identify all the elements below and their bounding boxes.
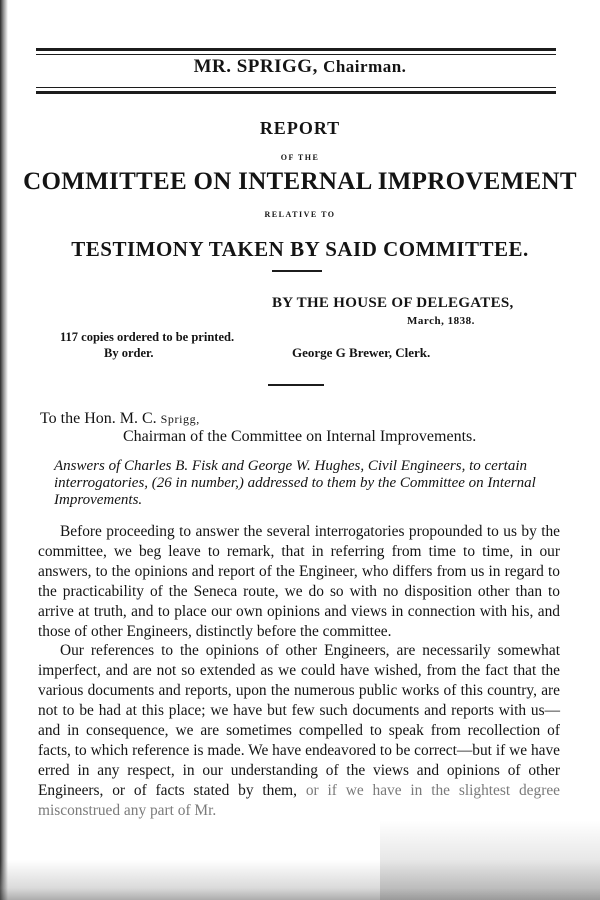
address-prefix: To the Hon. M. C.: [40, 410, 161, 427]
answers-heading: Answers of Charles B. Fisk and George W. Hughes, Civil Engineers, to certain interrogatories, (26 in number,) addressed to them by the Committee on Internal Improvements.: [54, 458, 536, 508]
relative-to-label: RELATIVE TO: [264, 210, 336, 219]
body-text: [38, 522, 560, 821]
body-paragraph-2: [38, 641, 560, 820]
chairman-heading: [0, 56, 600, 78]
testimony-title: TESTIMONY TAKEN BY SAID COMMITTEE.: [71, 237, 529, 261]
header-rule-bottom-thin: [36, 87, 556, 88]
address-line: [40, 410, 200, 428]
committee-title: COMMITTEE ON INTERNAL IMPROVEMENT: [23, 168, 577, 195]
chairman-name: MR. SPRIGG,: [193, 56, 318, 77]
body-paragraph-2-text: Our references to the opinions of other Engineers, are necessarily somewhat imperfect, and are not so extended as we could have wished, from the fact that the various documents and reports, upon the numerous public works of this country, are not to be had at this place; we have but few such documents and reports with us—and in consequence, we are sometimes compelled to speak from recollection of facts, to which reference is made. We have endeavored to be correct—but if we have erred in any respect, in our understanding of the views and opinions of other Engineers, or of facts stated by them,: [38, 642, 560, 799]
address-role: Chairman of the Committee on Internal Improvements.: [123, 428, 477, 445]
by-order-note: By order.: [104, 346, 154, 360]
body-paragraph-2-faded-line: or if we have in the slightest degree misconstrued any part of Mr.: [38, 781, 560, 819]
imprint-date: March, 1838.: [407, 315, 475, 327]
address-name: Sprigg,: [160, 412, 200, 426]
header-rule-top-thin: [36, 54, 556, 55]
house-of-delegates: BY THE HOUSE OF DELEGATES,: [272, 295, 514, 311]
imprint-divider: [268, 384, 324, 386]
clerk-signature: George G Brewer, Clerk.: [292, 345, 431, 360]
of-the-label: OF THE: [280, 153, 320, 162]
scan-shadow-bottom-right: [380, 820, 600, 900]
header-rule-top-thick: [36, 48, 556, 51]
chairman-title: Chairman.: [323, 57, 407, 76]
report-title: REPORT: [259, 118, 341, 138]
body-paragraph-1: Before proceeding to answer the several interrogatories propounded to us by the committee, we beg leave to remark, that in referring from time to time, in our answers, to the opinions and report of the Engineer, who differs from us in regard to the practicability of the Seneca route, we do so with no disposition other than to arrive at truth, and to place our own opinions and views in connection with his, and those of other Engineers, distinctly before the committee.: [38, 523, 560, 640]
header-rule-bottom-thick: [36, 91, 556, 94]
copies-ordered-note: 117 copies ordered to be printed.: [60, 330, 235, 344]
title-divider: [272, 270, 322, 272]
